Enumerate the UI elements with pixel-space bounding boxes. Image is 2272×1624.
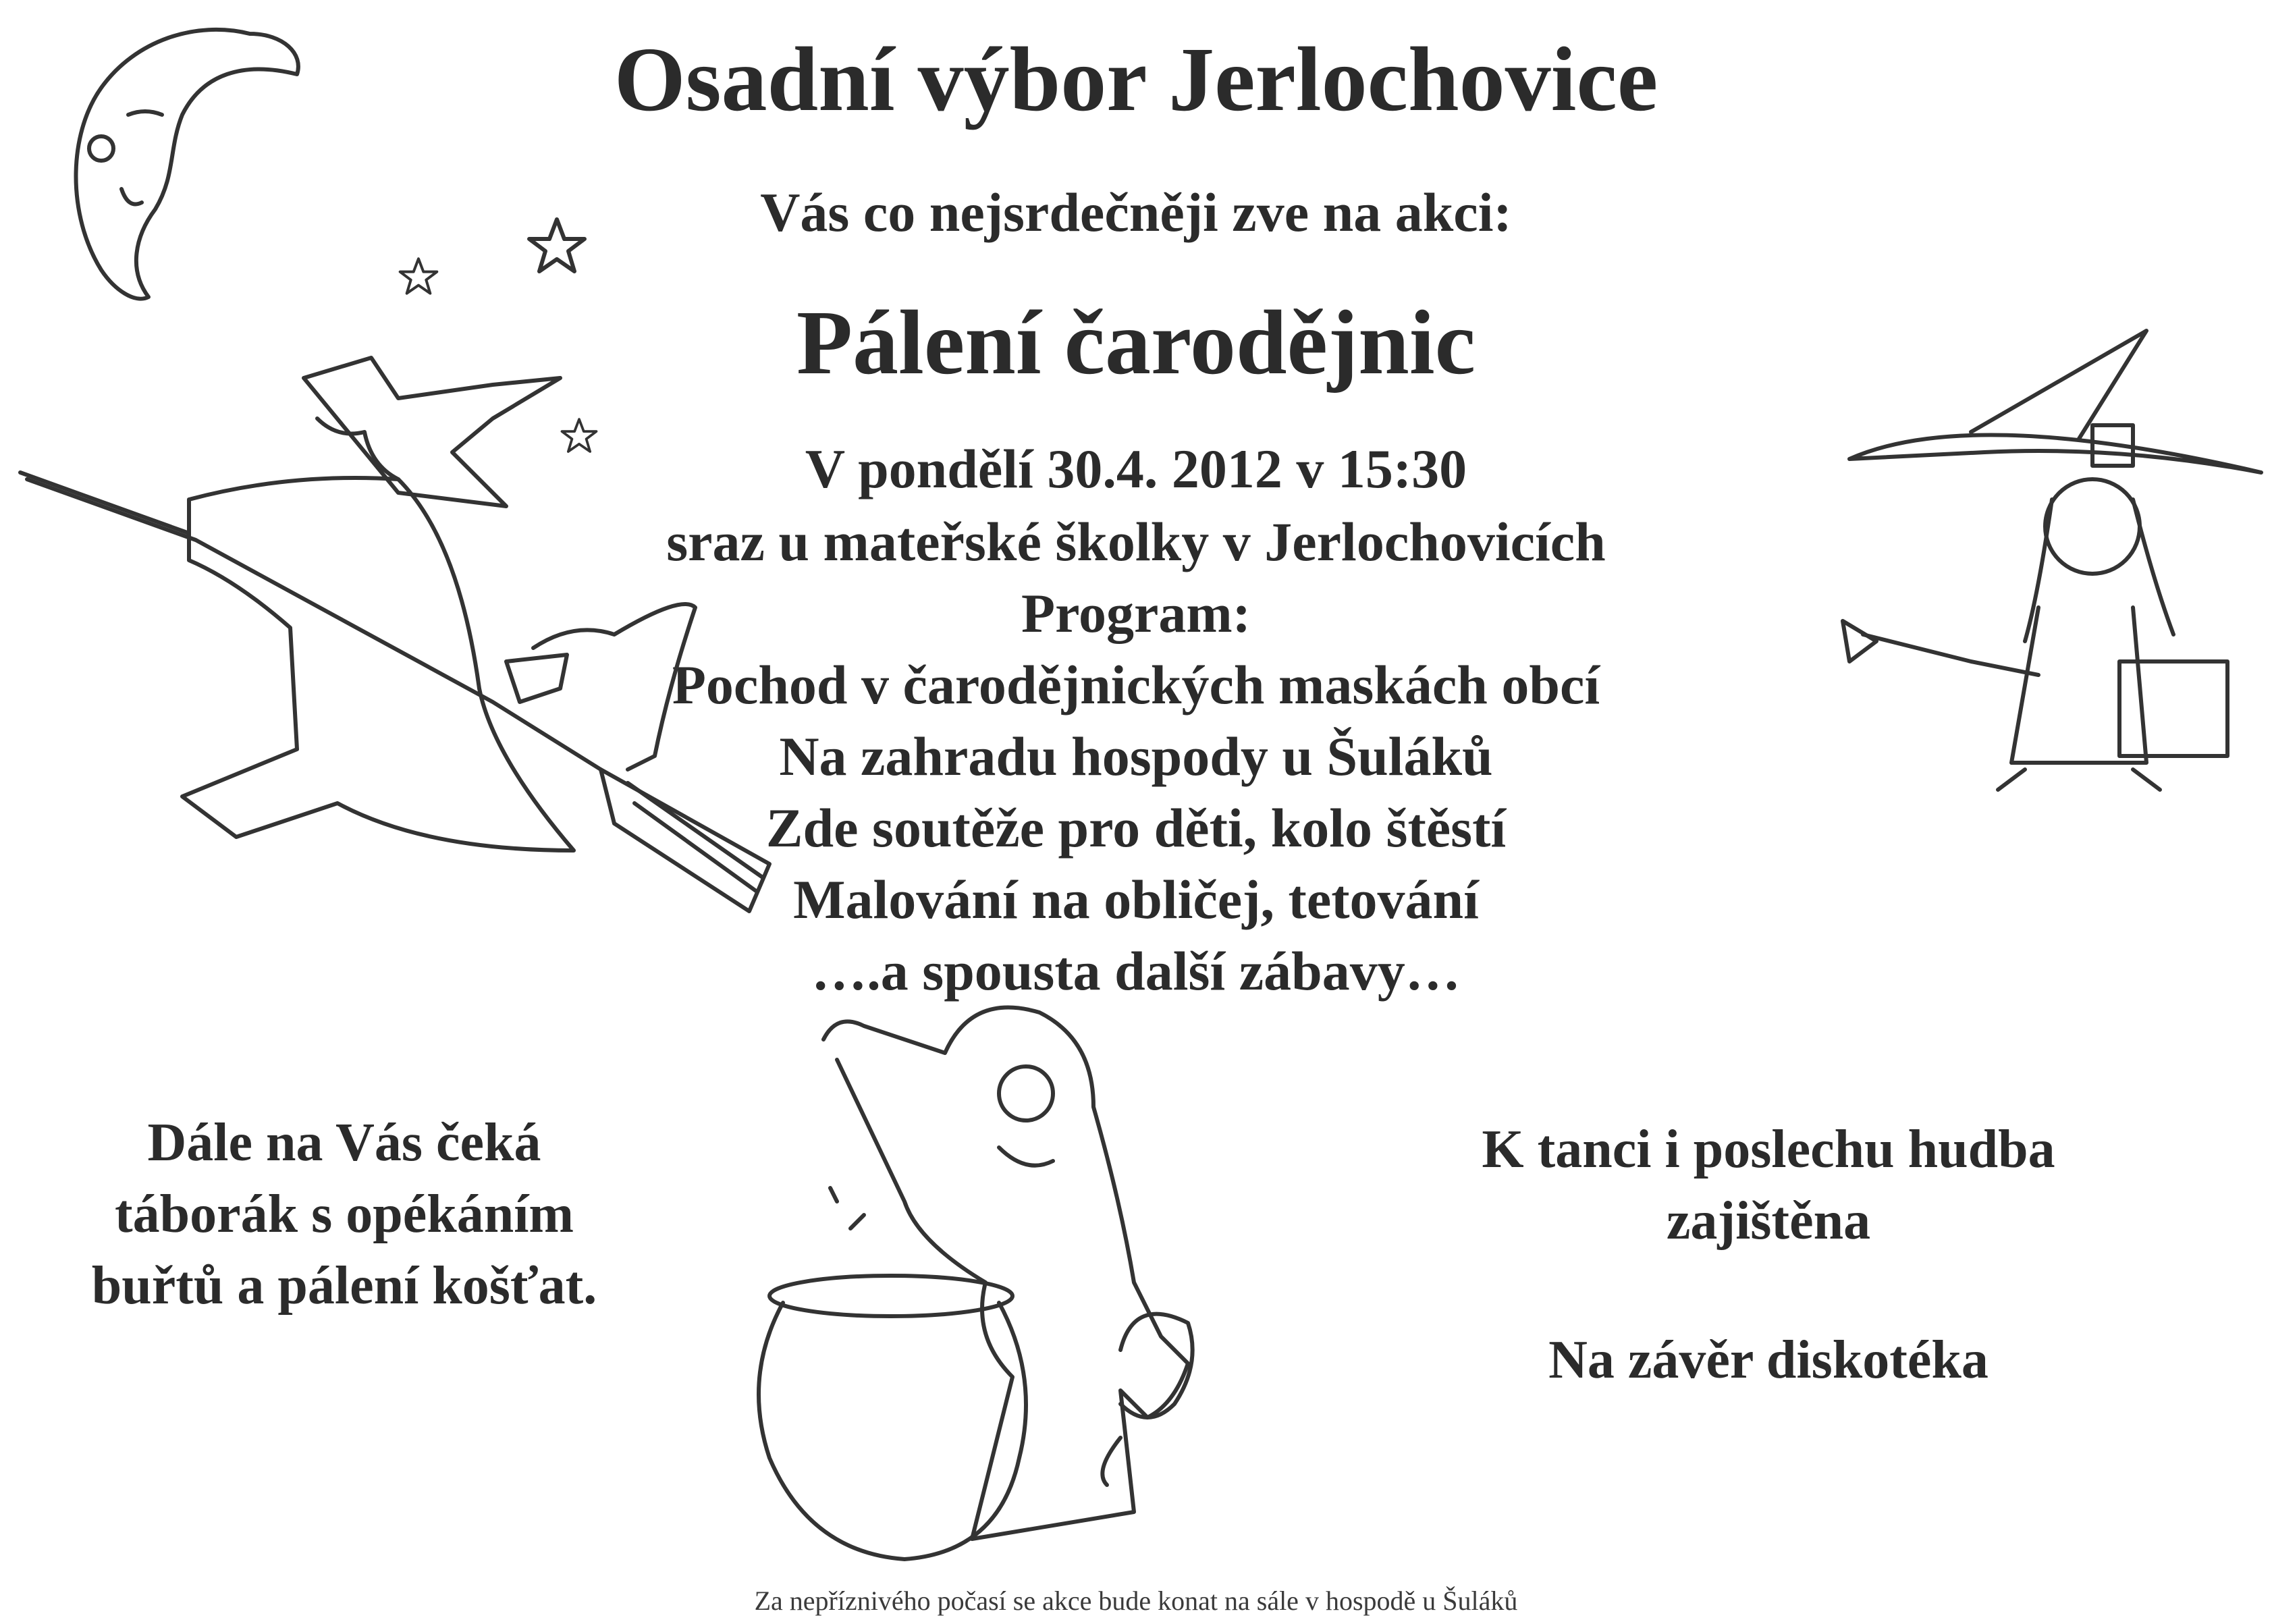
campfire-line: Dále na Vás čeká [147,1113,541,1172]
event-date-time: V pondělí 30.4. 2012 v 15:30 [805,438,1467,499]
star-icon [398,256,439,297]
program-item: Na zahradu hospody u Šuláků [779,726,1493,787]
program-item: ….a spousta další zábavy… [811,940,1461,1002]
witch-with-cauldron-illustration [715,999,1309,1566]
crescent-moon-icon [27,13,310,310]
event-name: Pálení čarodějnic [796,292,1476,394]
campfire-line: táborák s opékáním [114,1185,574,1244]
disco-line: Na závěr diskotéka [1548,1330,1989,1390]
program-label: Program: [1021,583,1251,644]
star-icon [526,216,587,277]
meeting-point: sraz u mateřské školky v Jerlochovicích [666,511,1606,572]
invitation-subtitle: Vás co nejsrdečněji zve na akci: [760,182,1512,243]
child-witch-illustration [1836,324,2268,810]
campfire-line: buřtů a pálení košťat. [91,1256,597,1316]
weather-footnote: Za nepříznivého počasí se akce bude konat na sále v hospodě u Šuláků [754,1586,1518,1616]
campfire-info [27,1107,661,1322]
program-item: Zde soutěže pro děti, kolo štěstí [765,797,1507,859]
witch-on-broom-illustration [20,337,783,931]
music-line: zajištěna [1666,1191,1871,1251]
music-line: K tanci i poslechu hudba [1482,1120,2055,1179]
music-info [1404,1114,2133,1396]
program-item: Pochod v čarodějnických maskách obcí [672,654,1600,715]
program-item: Malování na obličej, tetování [793,869,1479,930]
page-title: Osadní výbor Jerlochovice [614,29,1658,130]
